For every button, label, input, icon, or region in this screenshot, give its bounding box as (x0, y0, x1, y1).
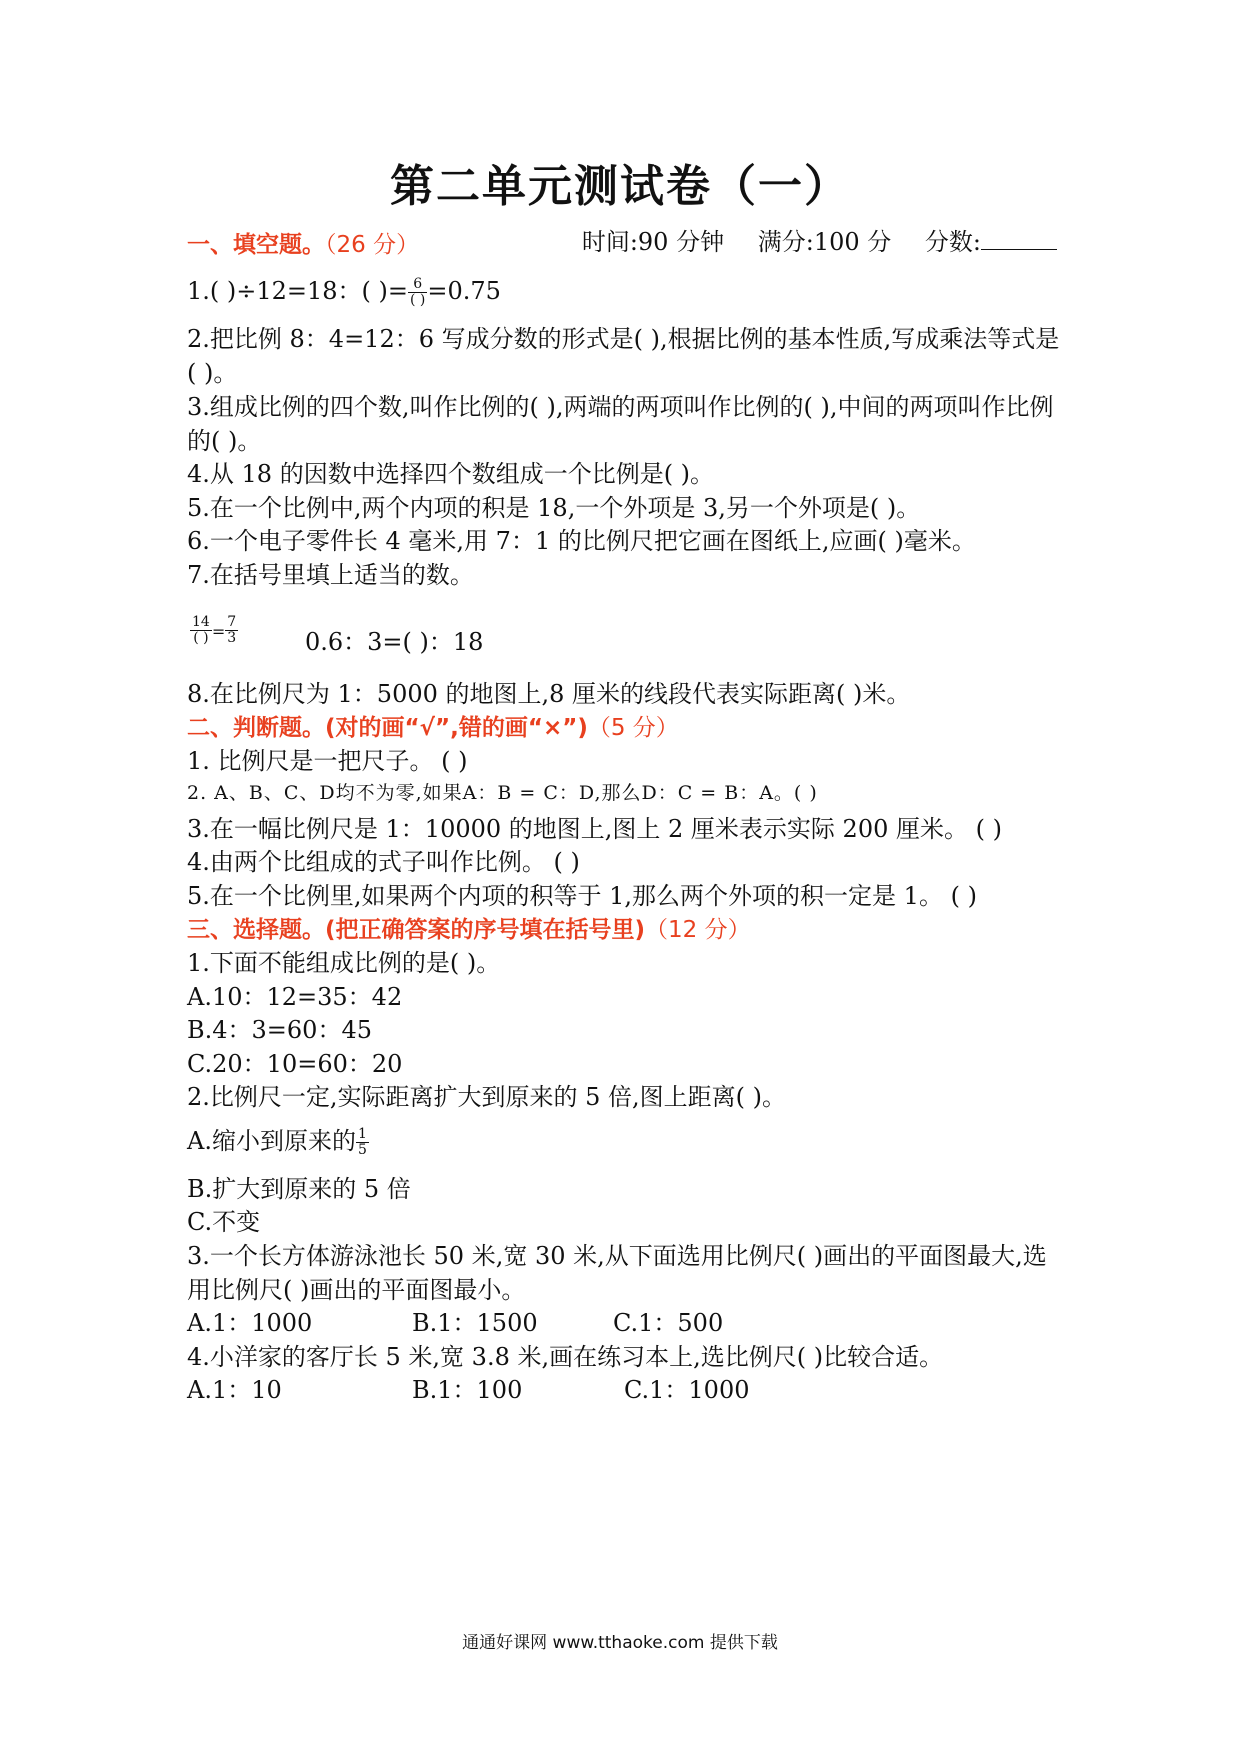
score-label: 分数: (925, 228, 1057, 256)
s1-question-2: 2.把比例 8：4=12：6 写成分数的形式是( ),根据比例的基本性质,写成乘法等式是( )。 (187, 325, 1060, 387)
time-limit: 时间:90 分钟 (581, 228, 725, 256)
s3-q4-option-b: B.1：100 (412, 1376, 523, 1404)
s3-q3-option-a: A.1：1000 (187, 1309, 313, 1337)
s3-q3-option-b: B.1：1500 (412, 1309, 538, 1337)
s3-q2-option-b: B.扩大到原来的 5 倍 (187, 1175, 411, 1203)
s3-question-4: 4.小洋家的客厅长 5 米,宽 3.8 米,画在练习本上,选比例尺( )比较合适。 (187, 1343, 944, 1371)
s3-q4-option-c: C.1：1000 (624, 1376, 750, 1404)
q1-fraction: $\frac{6}{( )}$ (410, 276, 426, 308)
s3-q1-option-a: A.10：12=35：42 (187, 983, 403, 1011)
s2-question-3: 3.在一幅比例尺是 1：10000 的地图上,图上 2 厘米表示实际 200 厘米。 ( ) (187, 815, 1002, 843)
q7a-left-fraction: $\frac{14}{( )}$ (192, 614, 210, 646)
s3-question-1: 1.下面不能组成比例的是( )。 (187, 949, 501, 977)
s3-q2-option-c: C.不变 (187, 1208, 261, 1236)
section-fill-in-heading: 一、填空题。（26 分） (187, 232, 420, 258)
footer-source: 通通好课网 www.tthaoke.com 提供下载 (462, 1633, 778, 1653)
s1-question-8: 8.在比例尺为 1：5000 的地图上,8 厘米的线段代表实际距离( )米。 (187, 680, 911, 708)
s1-question-1: 1.( )÷12=18：( )= $\frac{6}{( )}$ =0.75 (187, 276, 501, 308)
s3-q4-option-a: A.1：10 (187, 1376, 282, 1404)
s3-question-2: 2.比例尺一定,实际距离扩大到原来的 5 倍,图上距离( )。 (187, 1083, 787, 1111)
s2-question-5: 5.在一个比例里,如果两个内项的积等于 1,那么两个外项的积一定是 1。 ( ) (187, 882, 977, 910)
s2-question-2: 2. A、B、C、D均不为零,如果A：B = C：D,那么D：C = B：A。( ) (187, 782, 818, 804)
section-true-false-heading: 二、判断题。(对的画“√”,错的画“×”)（5 分） (187, 715, 679, 741)
q2a-fraction: $\frac{1}{5}$ (357, 1126, 367, 1158)
full-score: 满分:100 分 (757, 228, 892, 256)
s3-q1-option-b: B.4：3=60：45 (187, 1016, 372, 1044)
s1-question-7b: 0.6：3=( )：18 (305, 628, 484, 656)
s2-question-1: 1. 比例尺是一把尺子。 ( ) (187, 747, 468, 775)
s1-question-7a: $\frac{14}{( )}$ = $\frac{7}{3}$ (192, 614, 237, 646)
s1-question-5: 5.在一个比例中,两个内项的积是 18,一个外项是 3,另一个外项是( )。 (187, 494, 921, 522)
s1-question-3: 3.组成比例的四个数,叫作比例的( ),两端的两项叫作比例的( ),中间的两项叫作比例的( )。 (187, 393, 1054, 455)
s3-q1-option-c: C.20：10=60：20 (187, 1050, 403, 1078)
s3-question-3: 3.一个长方体游泳池长 50 米,宽 30 米,从下面选用比例尺( )画出的平面图最大,选用比例尺( )画出的平面图最小。 (187, 1242, 1047, 1304)
s1-question-6: 6.一个电子零件长 4 毫米,用 7：1 的比例尺把它画在图纸上,应画( )毫米。 (187, 527, 976, 555)
s3-q2-option-a: A.缩小到原来的 $\frac{1}{5}$ (187, 1126, 367, 1158)
section-multiple-choice-heading: 三、选择题。(把正确答案的序号填在括号里)（12 分） (187, 917, 751, 943)
s1-question-7: 7.在括号里填上适当的数。 (187, 561, 474, 589)
s1-question-4: 4.从 18 的因数中选择四个数组成一个比例是( )。 (187, 460, 715, 488)
score-blank (981, 229, 1057, 250)
s3-q3-option-c: C.1：500 (613, 1309, 724, 1337)
exam-meta (556, 222, 1057, 257)
q7a-right-fraction: $\frac{7}{3}$ (227, 614, 237, 646)
s2-question-4: 4.由两个比组成的式子叫作比例。 ( ) (187, 848, 580, 876)
page-title: 第二单元测试卷（一） (390, 161, 850, 212)
